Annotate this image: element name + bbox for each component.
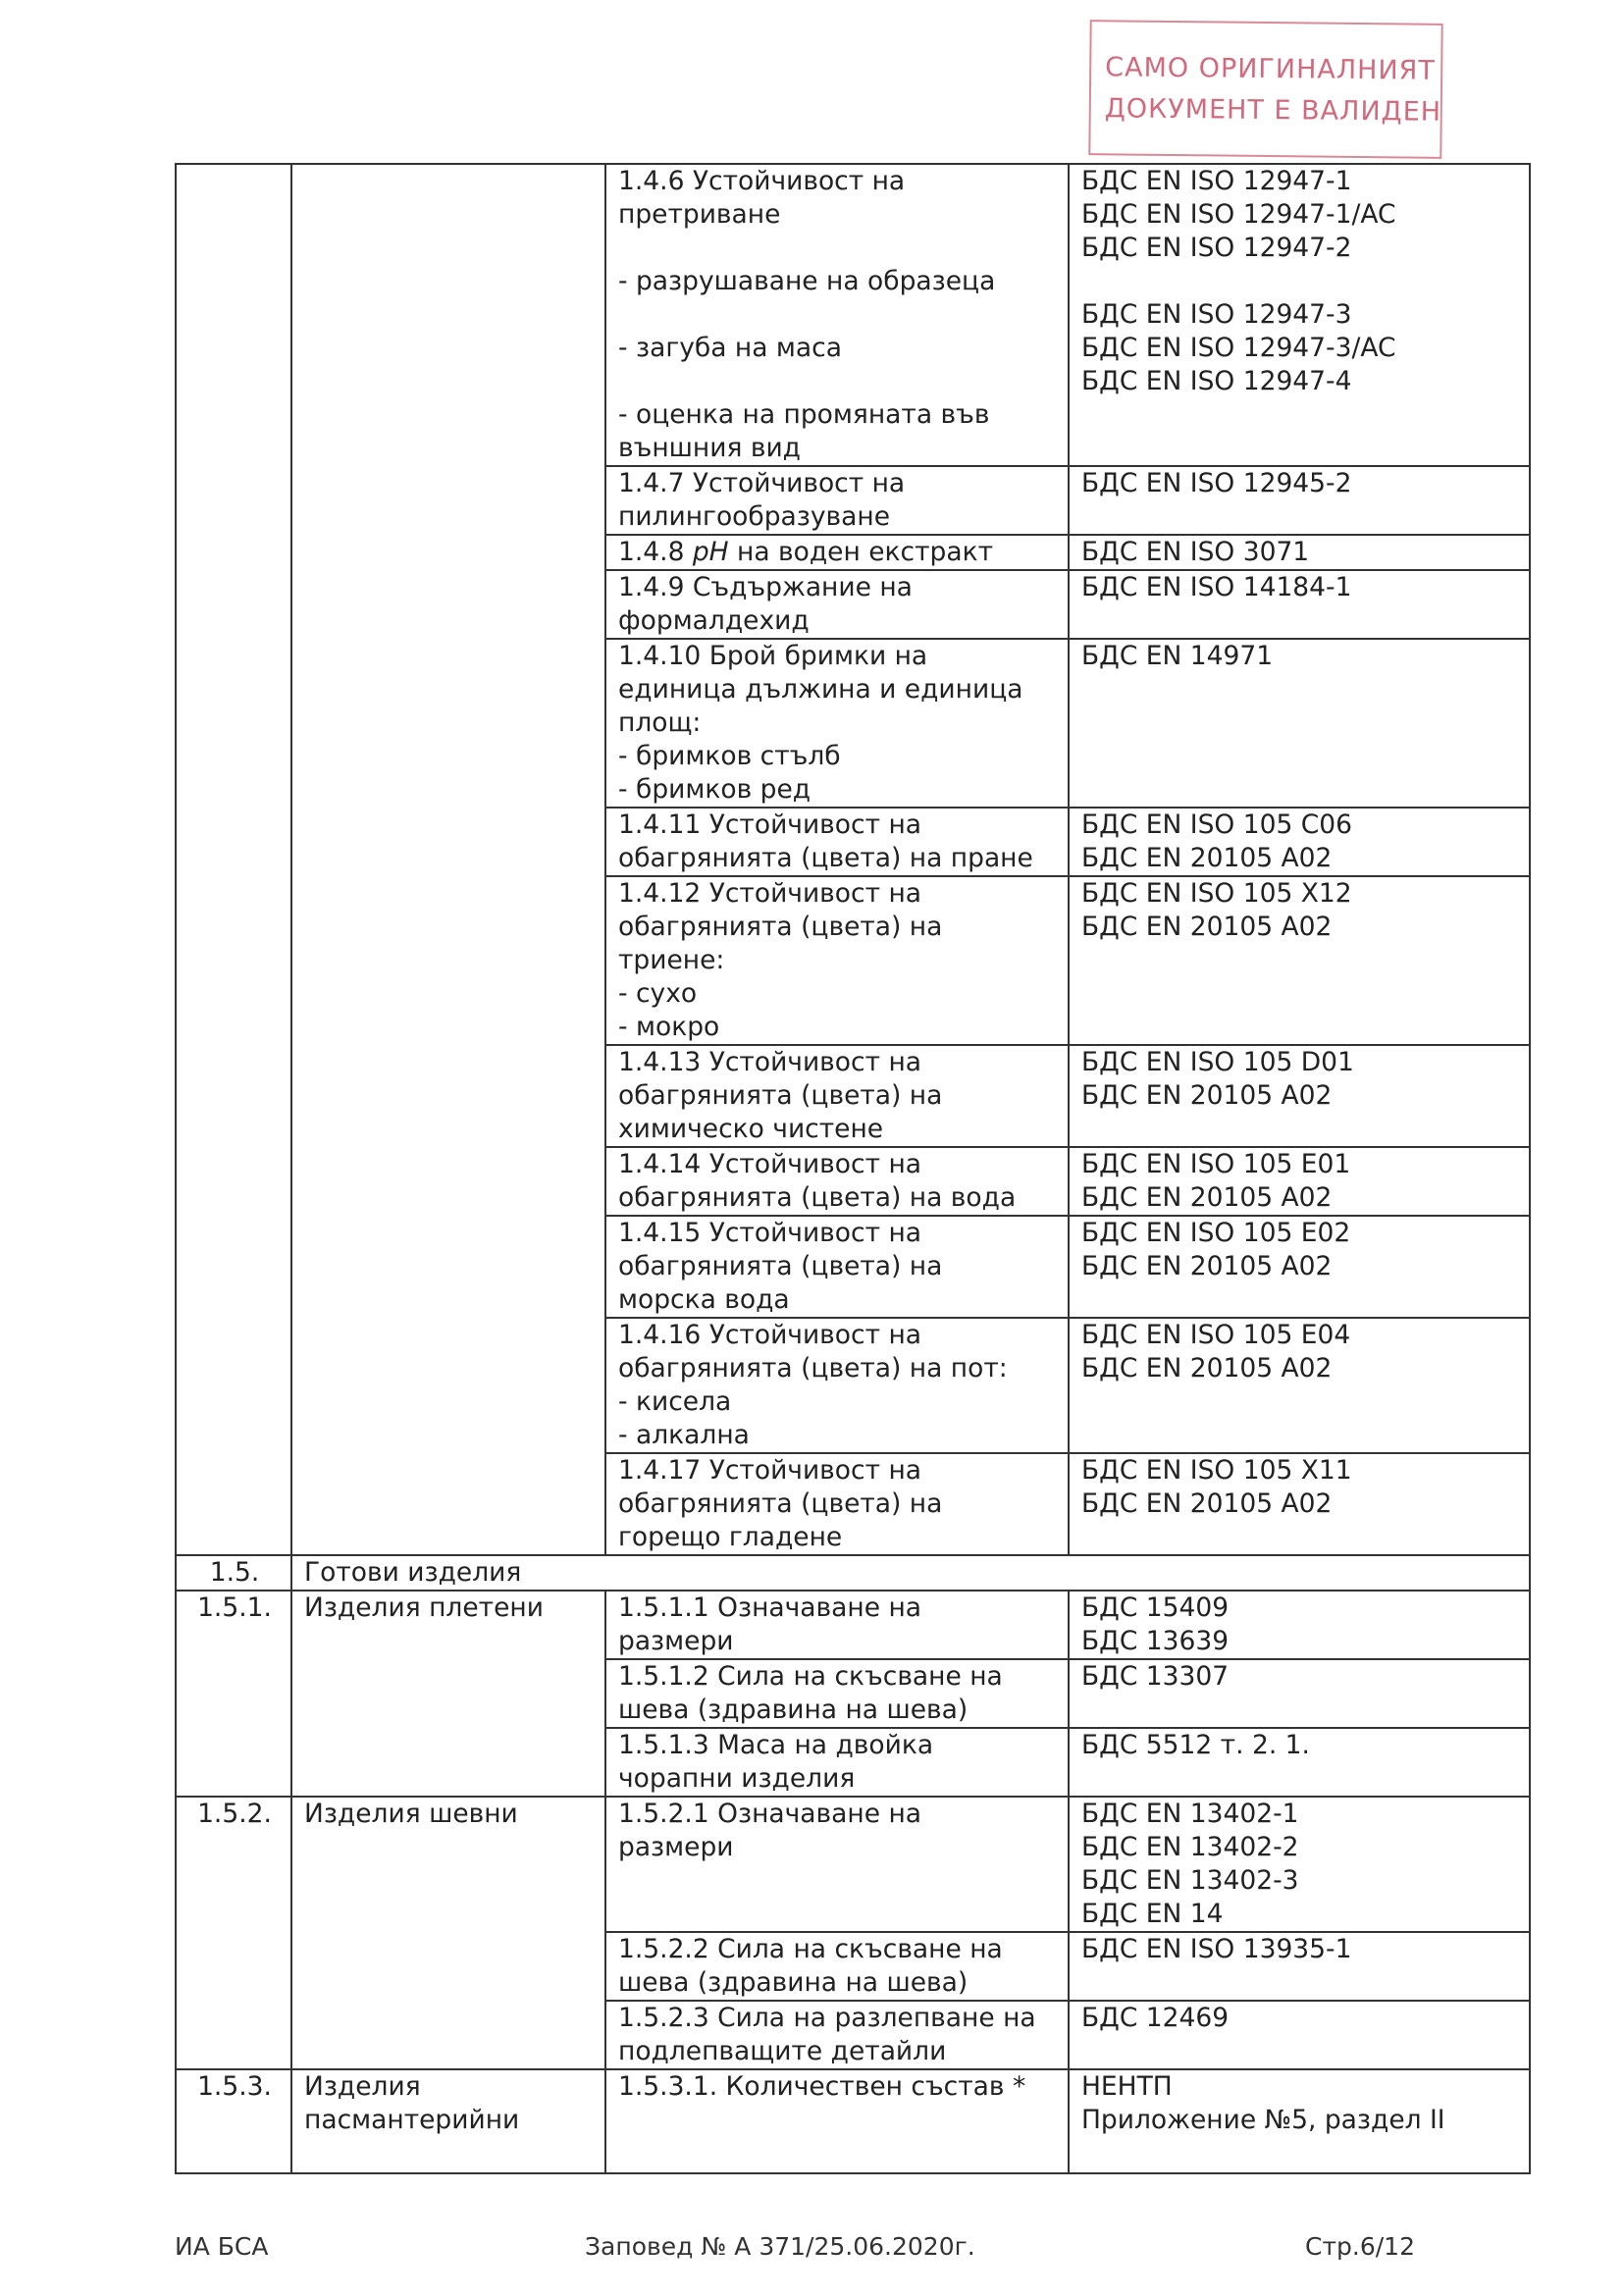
standard-cell (1069, 639, 1530, 808)
cell-line: горещо гладене (618, 1522, 843, 1552)
cell-line: 1.4.16 Устойчивост на (618, 1320, 922, 1350)
cell-line: БДС EN ISO 105 D01 (1081, 1047, 1354, 1077)
cell-line: размери (618, 1626, 734, 1656)
table-row (176, 164, 1530, 466)
cell-line: - оценка на промяната във (618, 399, 990, 430)
standard-cell (1069, 466, 1530, 535)
test-cell (605, 1728, 1069, 1797)
test-cell (605, 1318, 1069, 1453)
cell-line: - разрушаване на образеца (618, 266, 996, 296)
test-cell (605, 1147, 1069, 1216)
cell-line: БДС EN ISO 12947-2 (1081, 233, 1352, 263)
test-cell (605, 570, 1069, 639)
standard-cell (1069, 1728, 1530, 1797)
cell-line: единица дължина и единица (618, 674, 1023, 704)
standard-cell (1069, 1453, 1530, 1555)
cell-line: пасмантерийни (304, 2105, 520, 2135)
standard-cell (1069, 2069, 1530, 2173)
cell-line: БДС EN ISO 105 X11 (1081, 1455, 1352, 1486)
test-cell (605, 1797, 1069, 1932)
cell-line: - мокро (618, 1012, 720, 1042)
product-cell (291, 164, 605, 1555)
cell-line (618, 232, 1058, 265)
footer-order: Заповед № А 371/25.06.2020г. (585, 2232, 975, 2261)
stamp-line-2: ДОКУМЕНТ Е ВАЛИДЕН (1104, 93, 1442, 128)
cell-line: БДС 13307 (1081, 1661, 1230, 1692)
cell-line: 1.4.13 Устойчивост на (618, 1047, 922, 1077)
cell-line: БДС EN ISO 12947-1/AC (1081, 199, 1396, 230)
cell-line: БДС EN 14 (1081, 1899, 1224, 1929)
section-number: 1.5.1. (176, 1591, 291, 1797)
footer-org: ИА БСА (175, 2232, 269, 2261)
cell-line: 1.4.15 Устойчивост на (618, 1218, 922, 1248)
cell-line: БДС EN 20105 A02 (1081, 1251, 1333, 1281)
cell-line: БДС EN ISO 14184-1 (1081, 572, 1352, 602)
cell-line: - алкална (618, 1420, 750, 1450)
cell-line: БДС EN 20105 A02 (1081, 912, 1333, 942)
cell-line (1081, 265, 1519, 298)
cell-line: БДС EN ISO 3071 (1081, 537, 1310, 567)
standard-cell (1069, 1659, 1530, 1728)
accreditation-table (175, 163, 1531, 2174)
cell-line: БДС EN 20105 A02 (1081, 1080, 1333, 1111)
product-name: Изделия плетени (291, 1591, 605, 1797)
cell-line: БДС EN 13402-2 (1081, 1832, 1299, 1862)
cell-line: обагрянията (цвета) на пране (618, 843, 1033, 873)
footer-page-number: Стр.6/12 (1305, 2232, 1415, 2261)
cell-line: 1.4.12 Устойчивост на (618, 878, 922, 909)
cell-line: морска вода (618, 1284, 790, 1315)
cell-line: БДС EN 20105 A02 (1081, 1353, 1333, 1383)
cell-line: БДС EN 20105 A02 (1081, 1488, 1333, 1519)
section-heading-row (176, 1555, 1530, 1591)
test-cell (605, 1659, 1069, 1728)
test-cell (605, 466, 1069, 535)
cell-line: БДС 5512 т. 2. 1. (1081, 1730, 1310, 1760)
test-cell (605, 535, 1069, 570)
cell-line: БДС EN ISO 105 E02 (1081, 1218, 1351, 1248)
cell-line: Приложение №5, раздел II (1081, 2105, 1445, 2135)
test-cell (605, 876, 1069, 1045)
cell-line: обагрянията (цвета) на (618, 1251, 943, 1281)
cell-line: 1.4.11 Устойчивост на (618, 809, 922, 840)
cell-line: - загуба на маса (618, 333, 842, 363)
test-cell (605, 164, 1069, 466)
stamp-line-1: САМО ОРИГИНАЛНИЯТ (1105, 52, 1437, 86)
test-prefix: 1.4.8 (618, 537, 693, 567)
cell-line: - бримков ред (618, 774, 812, 805)
cell-line: 1.4.7 Устойчивост на (618, 468, 906, 498)
standard-cell (1069, 1045, 1530, 1147)
table-row (176, 1591, 1530, 1659)
standard-cell (1069, 570, 1530, 639)
cell-line: 1.5.2.1 Означаване на (618, 1799, 922, 1829)
cell-line: чорапни изделия (618, 1763, 856, 1794)
standard-cell (1069, 2001, 1530, 2069)
cell-line: БДС EN ISO 105 X12 (1081, 878, 1352, 909)
cell-line: БДС EN 20105 A02 (1081, 843, 1333, 873)
cell-line: 1.4.9 Съдържание на (618, 572, 913, 602)
cell-line: 1.5.3.1. Количествен състав * (618, 2071, 1026, 2102)
cell-line (618, 536, 1058, 569)
cell-line: - кисела (618, 1386, 732, 1417)
cell-line: 1.5.1.2 Сила на скъсване на (618, 1661, 1003, 1692)
cell-line: БДС EN 14971 (1081, 641, 1274, 671)
cell-line: 1.4.6 Устойчивост на (618, 166, 906, 196)
standard-cell (1069, 1591, 1530, 1659)
section-number-cell (176, 164, 291, 1555)
cell-line (618, 298, 1058, 332)
cell-line: шева (здравина на шева) (618, 1967, 969, 1998)
cell-line: Изделия (304, 2071, 421, 2102)
test-cell (605, 639, 1069, 808)
test-cell (605, 1591, 1069, 1659)
cell-line (618, 365, 1058, 398)
standard-cell (1069, 1797, 1530, 1932)
cell-line: - сухо (618, 978, 698, 1009)
cell-line: формалдехид (618, 605, 810, 636)
cell-line: обагрянията (цвета) на пот: (618, 1353, 1008, 1383)
cell-line: БДС 15409 (1081, 1592, 1230, 1623)
product-name: Изделия шевни (291, 1797, 605, 2069)
cell-line: БДС EN ISO 13935-1 (1081, 1934, 1352, 1964)
cell-line: БДС EN ISO 12947-3 (1081, 299, 1352, 330)
cell-line: БДС 12469 (1081, 2003, 1230, 2033)
standard-cell (1069, 164, 1530, 466)
cell-line: БДС EN ISO 105 E04 (1081, 1320, 1351, 1350)
cell-line: БДС EN ISO 12945-2 (1081, 468, 1352, 498)
cell-line: триене: (618, 945, 725, 975)
cell-line: подлепващите детайли (618, 2036, 947, 2066)
product-name (291, 2069, 605, 2173)
cell-line: площ: (618, 707, 702, 738)
table-row (176, 2069, 1530, 2173)
cell-line: БДС EN ISO 105 E01 (1081, 1149, 1351, 1179)
cell-line: обагрянията (цвета) на (618, 1488, 943, 1519)
validity-stamp (1088, 20, 1442, 159)
standard-cell (1069, 1216, 1530, 1318)
standard-cell (1069, 1932, 1530, 2001)
cell-line: обагрянията (цвета) на (618, 912, 943, 942)
cell-line: - бримков стълб (618, 741, 841, 771)
cell-line: 1.5.2.3 Сила на разлепване на (618, 2003, 1036, 2033)
cell-line: обагрянията (цвета) на вода (618, 1182, 1017, 1213)
test-cell (605, 2069, 1069, 2173)
test-cell (605, 1045, 1069, 1147)
standard-cell (1069, 535, 1530, 570)
section-number: 1.5.3. (176, 2069, 291, 2173)
cell-line: БДС EN ISO 12947-3/AC (1081, 333, 1396, 363)
standard-cell (1069, 876, 1530, 1045)
section-title: Готови изделия (291, 1555, 1530, 1591)
test-suffix: на воден екстракт (728, 537, 994, 567)
cell-line: външния вид (618, 433, 801, 463)
cell-line: БДС EN ISO 12947-4 (1081, 366, 1352, 396)
test-italic: pH (692, 537, 729, 567)
cell-line: 1.5.1.3 Маса на двойка (618, 1730, 934, 1760)
cell-line: 1.4.10 Брой бримки на (618, 641, 928, 671)
cell-line: БДС EN 20105 A02 (1081, 1182, 1333, 1213)
standard-cell (1069, 808, 1530, 876)
cell-line: БДС EN 13402-3 (1081, 1865, 1299, 1896)
cell-line: 1.5.2.2 Сила на скъсване на (618, 1934, 1003, 1964)
cell-line: БДС EN 13402-1 (1081, 1799, 1299, 1829)
test-cell (605, 2001, 1069, 2069)
test-cell (605, 1453, 1069, 1555)
cell-line: размери (618, 1832, 734, 1862)
cell-line: БДС EN ISO 12947-1 (1081, 166, 1352, 196)
cell-line: химическо чистене (618, 1114, 884, 1144)
test-cell (605, 1216, 1069, 1318)
cell-line: пилингообразуване (618, 501, 891, 532)
section-number: 1.5.2. (176, 1797, 291, 2069)
cell-line: обагрянията (цвета) на (618, 1080, 943, 1111)
section-number: 1.5. (176, 1555, 291, 1591)
cell-line: 1.4.17 Устойчивост на (618, 1455, 922, 1486)
table-row (176, 1797, 1530, 1932)
test-cell (605, 1932, 1069, 2001)
cell-line: БДС 13639 (1081, 1626, 1230, 1656)
standard-cell (1069, 1318, 1530, 1453)
cell-line: 1.5.1.1 Означаване на (618, 1592, 922, 1623)
cell-line: НЕНТП (1081, 2071, 1173, 2102)
test-cell (605, 808, 1069, 876)
cell-line: претриване (618, 199, 781, 230)
cell-line: БДС EN ISO 105 C06 (1081, 809, 1352, 840)
cell-line: шева (здравина на шева) (618, 1695, 969, 1725)
cell-line: 1.4.14 Устойчивост на (618, 1149, 922, 1179)
standard-cell (1069, 1147, 1530, 1216)
